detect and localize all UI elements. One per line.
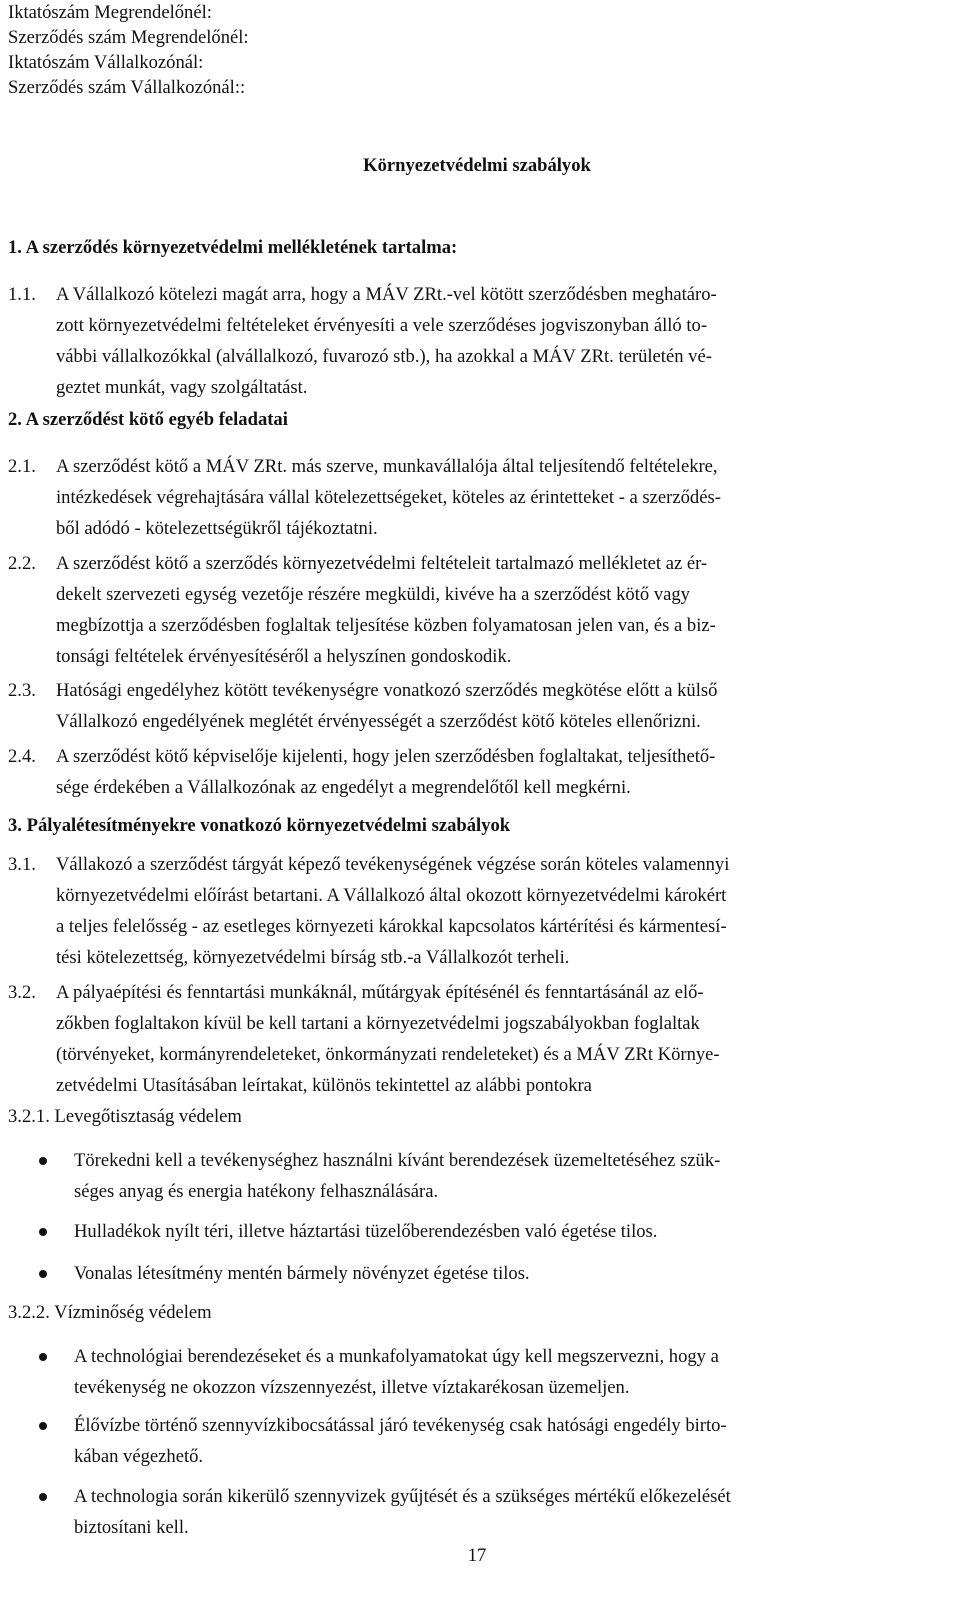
bullet-line: A technológiai berendezéseket és a munkafolyamatokat úgy kell megszervezni, hogy a: [74, 1346, 719, 1367]
paragraph-line: megbízottja a szerződésben foglaltak teljesítése közben folyamatosan jelen van, és a biz-: [56, 615, 716, 636]
paragraph-line: sége érdekében a Vállalkozónak az engedélyt a megrendelőtől kell megkérni.: [56, 777, 631, 798]
bullet-item: [8, 1145, 943, 1207]
paragraph-line: környezetvédelmi előírást betartani. A Vállalkozó által okozott környezetvédelmi károkért: [56, 885, 727, 906]
paragraph-line: Vállakozó a szerződést tárgyát képező tevékenységének végzése során köteles valamennyi: [56, 854, 730, 875]
bullet-icon: [39, 1493, 47, 1501]
bullet-line: séges anyag és energia hatékony felhasználására.: [74, 1181, 439, 1202]
paragraph-line: zőkben foglaltakon kívül be kell tartani a környezetvédelmi jogszabályokban foglaltak: [56, 1013, 700, 1034]
paragraph-line: intézkedések végrehajtására vállal kötelezettségeket, köteles az érintetteket - a szerződés-: [56, 487, 721, 508]
bullet-item: [8, 1258, 943, 1289]
document-page: [8, 0, 946, 1616]
header-line-registry-client: Iktatószám Megrendelőnél:: [8, 2, 212, 23]
bullet-line: tevékenység ne okozzon vízszennyezést, illetve víztakarékosan üzemeljen.: [74, 1377, 630, 1398]
paragraph-line: A szerződést kötő képviselője kijelenti, hogy jelen szerződésben foglaltakat, teljesíthető-: [56, 746, 716, 767]
bullet-item: [8, 1216, 943, 1247]
paragraph-line: tonsági feltételek érvényesítéséről a helyszínen gondoskodik.: [56, 646, 512, 667]
paragraph-line: A pályaépítési és fenntartási munkáknál, műtárgyak építésénél és fenntartásánál az elő-: [56, 982, 704, 1003]
paragraph-line: vábbi vállalkozókkal (alvállalkozó, fuvarozó stb.), ha azokkal a MÁV ZRt. területén vé-: [56, 346, 712, 367]
bullet-icon: [39, 1353, 47, 1361]
paragraph-line: tési kötelezettség, környezetvédelmi bírság stb.-a Vállalkozót terheli.: [56, 947, 570, 968]
paragraph-line: geztet munkát, vagy szolgáltatást.: [56, 377, 308, 398]
paragraph-line: (törvényeket, kormányrendeleteket, önkormányzati rendeleteket) és a MÁV ZRt Környe-: [56, 1044, 720, 1065]
paragraph-line: Vállalkozó engedélyének meglétét érvényességét a szerződést kötő köteles ellenőrizni.: [56, 711, 701, 732]
paragraph-2-3: [8, 675, 960, 737]
bullet-icon: [39, 1422, 47, 1430]
subsection-3-2-1-heading: 3.2.1. Levegőtisztaság védelem: [8, 1106, 242, 1127]
paragraph-number: 2.4.: [8, 746, 36, 767]
paragraph-number: 1.1.: [8, 284, 36, 305]
paragraph-line: a teljes felelősség - az esetleges környezeti károkkal kapcsolatos kártérítési és kármentesí-: [56, 916, 727, 937]
section-3-heading: 3. Pályalétesítményekre vonatkozó környezetvédelmi szabályok: [8, 815, 511, 836]
paragraph-3-2: [8, 977, 960, 1101]
bullet-icon: [39, 1270, 47, 1278]
header-line-registry-contractor: Iktatószám Vállalkozónál:: [8, 52, 204, 73]
paragraph-number: 2.2.: [8, 553, 36, 574]
bullet-icon: [39, 1228, 47, 1236]
paragraph-line: A szerződést kötő a MÁV ZRt. más szerve, munkavállalója által teljesítendő feltételekre,: [56, 456, 718, 477]
bullet-line: Élővízbe történő szennyvízkibocsátással járó tevékenység csak hatósági engedély birto-: [74, 1415, 727, 1436]
bullet-line: kában végezhető.: [74, 1446, 204, 1467]
header-line-contract-client: Szerződés szám Megrendelőnél:: [8, 27, 249, 48]
paragraph-line: zott környezetvédelmi feltételeket érvényesíti a vele szerződéses jogviszonyban álló to-: [56, 315, 708, 336]
bullet-line: Hulladékok nyílt téri, illetve háztartási tüzelőberendezésben való égetése tilos.: [74, 1221, 658, 1242]
bullet-icon: [39, 1157, 47, 1165]
bullet-item: [8, 1341, 943, 1403]
page-number: 17: [467, 1545, 487, 1566]
paragraph-line: dekelt szervezeti egység vezetője részére megküldi, kivéve ha a szerződést kötő vagy: [56, 584, 690, 605]
paragraph-number: 2.3.: [8, 680, 36, 701]
paragraph-number: 3.2.: [8, 982, 36, 1003]
bullet-line: Törekedni kell a tevékenységhez használni kívánt berendezések üzemeltetéséhez szük-: [74, 1150, 721, 1171]
section-1-heading: 1. A szerződés környezetvédelmi mellékletének tartalma:: [8, 237, 458, 258]
paragraph-line: A Vállalkozó kötelezi magát arra, hogy a MÁV ZRt.-vel kötött szerződésben meghatáro-: [56, 284, 717, 305]
paragraph-2-2: [8, 548, 960, 672]
paragraph-line: Hatósági engedélyhez kötött tevékenységre vonatkozó szerződés megkötése előtt a külső: [56, 680, 718, 701]
document-title: Környezetvédelmi szabályok: [363, 155, 591, 176]
paragraph-line: A szerződést kötő a szerződés környezetvédelmi feltételeit tartalmazó mellékletet az ér-: [56, 553, 708, 574]
header-block: [8, 0, 249, 100]
paragraph-line: zetvédelmi Utasításában leírtakat, különös tekintettel az alábbi pontokra: [56, 1075, 592, 1096]
paragraph-2-4: [8, 741, 960, 803]
subsection-3-2-2-heading: 3.2.2. Vízminőség védelem: [8, 1302, 212, 1323]
paragraph-3-1: [8, 849, 960, 973]
bullet-item: [8, 1481, 943, 1543]
bullet-item: [8, 1410, 943, 1472]
paragraph-number: 2.1.: [8, 456, 36, 477]
paragraph-1-1: [8, 279, 960, 403]
section-2-heading: 2. A szerződést kötő egyéb feladatai: [8, 409, 288, 430]
paragraph-number: 3.1.: [8, 854, 36, 875]
header-line-contract-contractor: Szerződés szám Vállalkozónál::: [8, 77, 246, 98]
paragraph-2-1: [8, 451, 960, 544]
bullet-line: A technologia során kikerülő szennyvizek gyűjtését és a szükséges mértékű előkezelését: [74, 1486, 731, 1507]
bullet-line: Vonalas létesítmény mentén bármely növényzet égetése tilos.: [74, 1263, 530, 1284]
paragraph-line: ből adódó - kötelezettségükről tájékoztatni.: [56, 518, 378, 539]
bullet-line: biztosítani kell.: [74, 1517, 189, 1538]
